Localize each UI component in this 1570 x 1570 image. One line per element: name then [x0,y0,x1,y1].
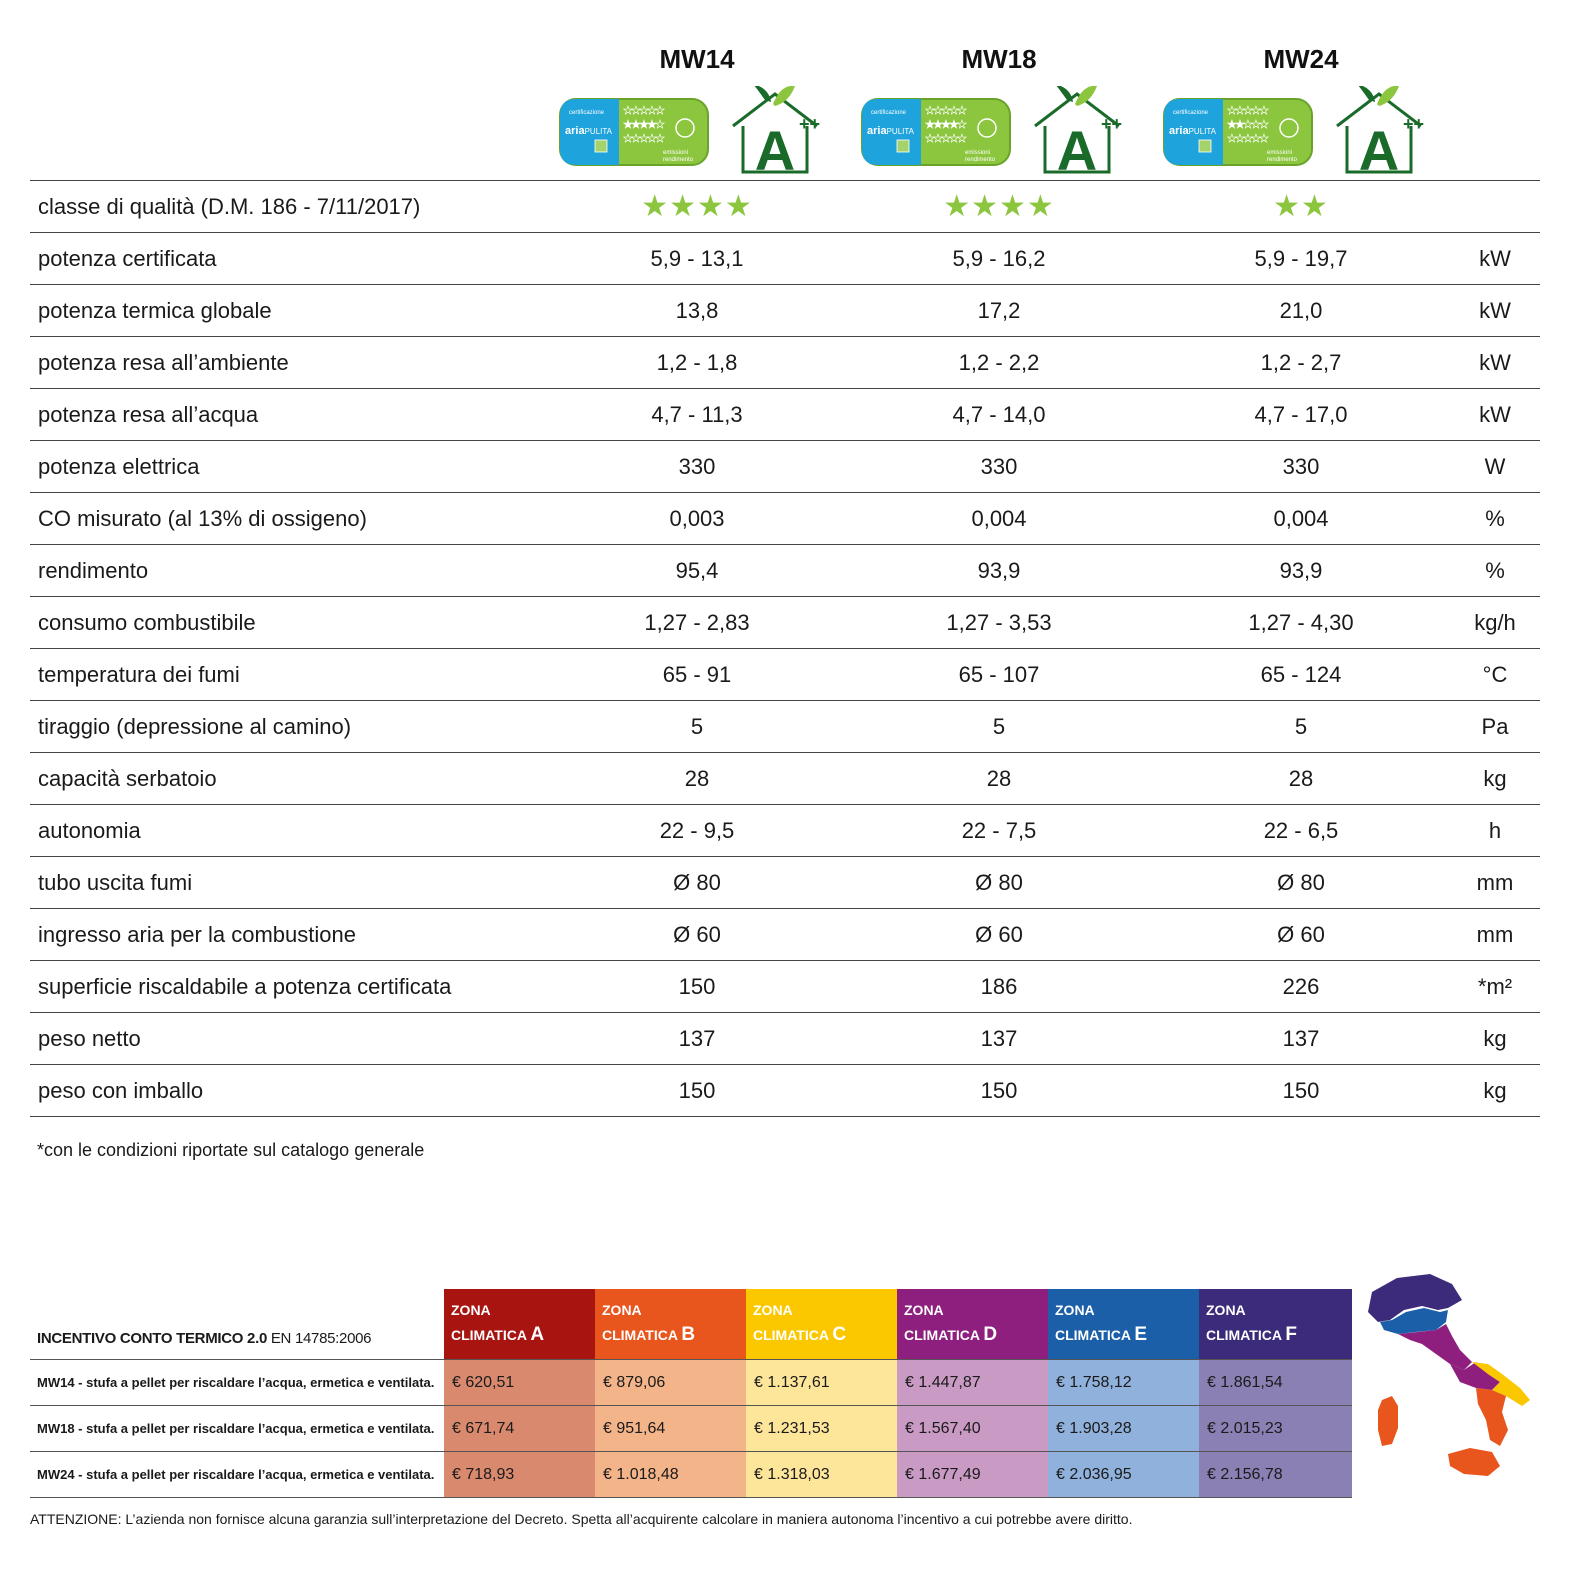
badge-cert-text: certificazione [871,110,907,116]
climatica-word: CLIMATICA [451,1327,527,1343]
incentive-value: € 1.318,03 [746,1452,897,1498]
spec-label: ingresso aria per la combustione [38,922,356,947]
spec-value: 28 [1288,766,1314,791]
zone-header-e [1048,1289,1199,1360]
spec-value: 65 - 107 [958,662,1040,687]
spec-label: rendimento [38,558,149,583]
spec-row [30,284,1540,336]
svg-text:★: ★ [623,119,633,131]
svg-text:★: ★ [1243,133,1253,145]
spec-value: 0,004 [971,506,1027,531]
energy-class-a-plus-plus-icon [1027,86,1127,176]
spec-value: ★★★★ [943,190,1055,223]
spec-value: 22 - 7,5 [961,818,1037,843]
spec-value: 22 - 9,5 [659,818,735,843]
spec-value: 5 [992,714,1006,739]
spec-value: Ø 60 [673,922,721,947]
spec-value: Ø 80 [975,870,1023,895]
incentive-value: € 2.156,78 [1199,1452,1352,1498]
spec-value: 1,27 - 3,53 [946,610,1052,635]
badge-rend-text: rendimento [965,157,996,163]
spec-label: peso con imballo [38,1078,204,1103]
specifications-table [30,180,1540,1117]
svg-text:★: ★ [655,105,665,117]
spec-label: tubo uscita fumi [38,870,193,895]
spec-label: CO misurato (al 13% di ossigeno) [38,506,367,531]
zone-label [451,1324,545,1345]
incentive-value: € 2.015,23 [1199,1406,1352,1452]
incentive-value: € 2.036,95 [1048,1452,1199,1498]
spec-value: 137 [980,1026,1018,1051]
spec-value: 1,2 - 2,7 [1260,350,1342,375]
spec-value: 226 [1282,974,1320,999]
spec-label: superficie riscaldabile a potenza certificata [38,974,452,999]
badge-rend-text: rendimento [663,157,694,163]
incentive-value: € 1.567,40 [897,1406,1048,1452]
zone-word: ZONA [602,1302,642,1318]
spec-label: potenza resa all’ambiente [38,350,289,375]
zone-header-b [595,1289,746,1360]
spec-unit: W [1484,454,1506,479]
climatica-word: CLIMATICA [602,1327,678,1343]
spec-row [30,648,1540,700]
badge-cert-text: certificazione [1173,110,1209,116]
badge-em-text: emissioni [1267,150,1293,156]
svg-text:★: ★ [1251,105,1261,117]
svg-text:★: ★ [655,133,665,145]
zone-word: ZONA [904,1302,944,1318]
model-name: MW18 [961,44,1037,74]
product-model: MW14 [37,1375,75,1390]
model-name: MW24 [1263,44,1339,74]
spec-row [30,752,1540,804]
spec-unit: Pa [1481,714,1509,739]
spec-value: 186 [980,974,1018,999]
energy-class-a-plus-plus-icon [1329,86,1429,176]
spec-unit: % [1485,558,1505,583]
energy-class-plus: ++ [799,114,821,134]
svg-text:★: ★ [941,119,951,131]
badge-cert-text: certificazione [569,110,605,116]
incentive-value: € 1.903,28 [1048,1406,1199,1452]
energy-class-letter: A [754,119,796,176]
svg-text:★: ★ [957,105,967,117]
spec-row [30,232,1540,284]
spec-row [30,544,1540,596]
spec-unit: mm [1476,922,1514,947]
model-name: MW14 [659,44,735,74]
climatica-word: CLIMATICA [904,1327,980,1343]
spec-value: 1,27 - 2,83 [644,610,750,635]
zone-header-f [1199,1289,1352,1360]
spec-value: 150 [678,974,716,999]
spec-value: 330 [678,454,716,479]
spec-value: 28 [684,766,710,791]
spec-label: potenza resa all’acqua [38,402,259,427]
spec-label: potenza termica globale [38,298,272,323]
spec-value: 28 [986,766,1012,791]
spec-row [30,908,1540,960]
svg-text:★: ★ [941,133,951,145]
spec-row [30,388,1540,440]
spec-row [30,960,1540,1012]
spec-label: autonomia [38,818,141,843]
svg-text:★: ★ [1235,119,1245,131]
incentive-row [30,1452,1352,1498]
badge-brand-text: ariaPULITA [867,125,914,137]
spec-value: 5 [690,714,704,739]
zone-header-d [897,1289,1048,1360]
energy-class-plus: ++ [1403,114,1425,134]
spec-value: 5,9 - 19,7 [1254,246,1348,271]
energy-class-plus: ++ [1101,114,1123,134]
spec-value: 0,003 [669,506,725,531]
svg-text:★: ★ [933,105,943,117]
spec-value: 150 [678,1078,716,1103]
spec-unit: °C [1482,662,1508,687]
spec-value: 4,7 - 14,0 [952,402,1046,427]
footnote: *con le condizioni riportate sul catalogo generale [37,1140,425,1160]
energy-class-a-plus-plus-icon [725,86,825,176]
spec-unit: mm [1476,870,1514,895]
incentive-value: € 718,93 [444,1452,595,1498]
incentive-value: € 1.018,48 [595,1452,746,1498]
incentive-title [30,1289,444,1360]
spec-row [30,596,1540,648]
zone-word: ZONA [1055,1302,1095,1318]
climatica-word: CLIMATICA [1055,1327,1131,1343]
product-description [30,1360,444,1406]
zone-label [602,1324,696,1345]
spec-label: temperatura dei fumi [38,662,240,687]
spec-row [30,336,1540,388]
spec-value: Ø 60 [1277,922,1325,947]
spec-unit: h [1488,818,1502,843]
spec-value: 93,9 [977,558,1021,583]
incentive-value: € 1.677,49 [897,1452,1048,1498]
badge-brand-text: ariaPULITA [1169,125,1216,137]
svg-text:★: ★ [647,133,657,145]
svg-text:★: ★ [631,119,641,131]
spec-value: 150 [1282,1078,1320,1103]
product-desc: - stufa a pellet per riscaldare l’acqua, ermetica e ventilata. [74,1421,435,1436]
svg-text:★: ★ [1251,119,1261,131]
product-model: MW24 [37,1467,75,1482]
badge-em-text: emissioni [965,150,991,156]
incentive-value: € 1.447,87 [897,1360,1048,1406]
spec-value: ★★ [1273,190,1329,223]
spec-unit: kg [1483,766,1507,791]
svg-text:★: ★ [1243,119,1253,131]
zone-letter: F [1285,1324,1297,1345]
zone-label [1206,1324,1297,1345]
model-column-mw24 [1151,40,1451,180]
incentive-title-standard: EN 14785:2006 [266,1330,372,1347]
spec-value: Ø 80 [1277,870,1325,895]
spec-value: 17,2 [977,298,1021,323]
spec-row [30,856,1540,908]
spec-value: 21,0 [1279,298,1323,323]
spec-row [30,1064,1540,1117]
climatica-word: CLIMATICA [1206,1327,1282,1343]
spec-unit: kg/h [1474,610,1516,635]
energy-class-letter: A [1358,119,1400,176]
spec-value: 5 [1294,714,1308,739]
incentive-row [30,1360,1352,1406]
spec-label: peso netto [38,1026,141,1051]
incentive-value: € 1.758,12 [1048,1360,1199,1406]
spec-value: Ø 80 [673,870,721,895]
zone-label [904,1324,998,1345]
zone-letter: E [1134,1324,1148,1345]
svg-text:★: ★ [949,133,959,145]
spec-unit: kW [1479,350,1511,375]
spec-label: tiraggio (depressione al camino) [38,714,352,739]
spec-value: 0,004 [1273,506,1329,531]
zone-label [753,1324,847,1345]
spec-unit: kW [1479,298,1511,323]
spec-value: 4,7 - 17,0 [1254,402,1348,427]
spec-value: 5,9 - 13,1 [650,246,744,271]
spec-value: 330 [980,454,1018,479]
svg-text:★: ★ [639,105,649,117]
spec-row [30,180,1540,232]
incentive-value: € 951,64 [595,1406,746,1452]
spec-value: 95,4 [675,558,719,583]
svg-text:★: ★ [1227,105,1237,117]
spec-value: 65 - 124 [1260,662,1342,687]
spec-value: 65 - 91 [662,662,732,687]
svg-text:★: ★ [639,119,649,131]
spec-unit: % [1485,506,1505,531]
spec-value: 137 [678,1026,716,1051]
disclaimer: ATTENZIONE: L’azienda non fornisce alcuna garanzia sull’interpretazione del Decreto. Spetta all’acquirente calcolare in maniera autonoma l’incentivo a cui potrebbe avere diritto. [30,1511,1133,1527]
zone-header-c [746,1289,897,1360]
spec-label: classe di qualità (D.M. 186 - 7/11/2017) [38,194,421,219]
zone-letter: D [983,1324,998,1345]
svg-text:★: ★ [1227,119,1237,131]
incentive-value: € 1.231,53 [746,1406,897,1452]
energy-class-letter: A [1056,119,1098,176]
spec-value: ★★★★ [641,190,753,223]
spec-unit: kW [1479,402,1511,427]
spec-value: 13,8 [675,298,719,323]
zone-word: ZONA [753,1302,793,1318]
spec-value: 1,2 - 2,2 [958,350,1040,375]
spec-value: Ø 60 [975,922,1023,947]
incentive-title-bold: INCENTIVO CONTO TERMICO 2.0 [37,1330,267,1347]
spec-unit: kg [1483,1026,1507,1051]
svg-text:★: ★ [1259,119,1269,131]
svg-text:★: ★ [957,119,967,131]
product-description [30,1406,444,1452]
svg-text:★: ★ [639,133,649,145]
zone-label [1055,1324,1148,1345]
model-column-mw14 [547,40,847,180]
spec-label: capacità serbatoio [38,766,217,791]
badge-brand-text: ariaPULITA [565,125,612,137]
zone-word: ZONA [1206,1302,1246,1318]
incentive-table [30,1289,1352,1498]
incentive-value: € 671,74 [444,1406,595,1452]
aria-pulita-badge [559,98,709,166]
spec-value: 93,9 [1279,558,1323,583]
product-description [30,1452,444,1498]
spec-unit: kg [1483,1078,1507,1103]
spec-label: consumo combustibile [38,610,256,635]
product-model: MW18 [37,1421,75,1436]
model-headers [0,40,1570,180]
svg-text:★: ★ [1243,105,1253,117]
svg-text:★: ★ [933,119,943,131]
svg-text:★: ★ [925,105,935,117]
aria-pulita-badge [1163,98,1313,166]
svg-text:★: ★ [631,133,641,145]
spec-value: 22 - 6,5 [1263,818,1339,843]
svg-text:★: ★ [949,119,959,131]
spec-value: 5,9 - 16,2 [952,246,1046,271]
incentive-value: € 879,06 [595,1360,746,1406]
incentive-value: € 1.861,54 [1199,1360,1352,1406]
svg-text:★: ★ [1259,105,1269,117]
zone-letter: C [832,1324,847,1345]
svg-text:★: ★ [949,105,959,117]
incentive-value: € 620,51 [444,1360,595,1406]
svg-text:★: ★ [647,119,657,131]
spec-unit: kW [1479,246,1511,271]
svg-text:★: ★ [623,133,633,145]
svg-text:★: ★ [933,133,943,145]
product-desc: - stufa a pellet per riscaldare l’acqua, ermetica e ventilata. [74,1467,435,1482]
badge-rend-text: rendimento [1267,157,1298,163]
zone-word: ZONA [451,1302,491,1318]
zone-letter: B [681,1324,696,1345]
svg-text:★: ★ [1227,133,1237,145]
incentive-value: € 1.137,61 [746,1360,897,1406]
zone-header-a [444,1289,595,1360]
spec-row [30,700,1540,752]
spec-value: 1,2 - 1,8 [656,350,738,375]
svg-text:★: ★ [1259,133,1269,145]
spec-row [30,804,1540,856]
svg-text:★: ★ [1235,105,1245,117]
svg-text:★: ★ [941,105,951,117]
svg-text:★: ★ [925,119,935,131]
spec-row [30,492,1540,544]
aria-pulita-badge [861,98,1011,166]
spec-value: 137 [1282,1026,1320,1051]
incentive-row [30,1406,1352,1452]
spec-value: 4,7 - 11,3 [651,402,743,427]
spec-label: potenza elettrica [38,454,200,479]
svg-text:★: ★ [957,133,967,145]
spec-label: potenza certificata [38,246,217,271]
badge-em-text: emissioni [663,150,689,156]
spec-value: 330 [1282,454,1320,479]
svg-text:★: ★ [925,133,935,145]
svg-text:★: ★ [631,105,641,117]
spec-unit: *m² [1477,974,1513,999]
svg-text:★: ★ [1235,133,1245,145]
spec-row [30,440,1540,492]
spec-value: 1,27 - 4,30 [1248,610,1354,635]
spec-value: 150 [980,1078,1018,1103]
svg-text:★: ★ [623,105,633,117]
climatica-word: CLIMATICA [753,1327,829,1343]
svg-text:★: ★ [1251,133,1261,145]
italy-climate-zones-map [1352,1270,1552,1495]
product-desc: - stufa a pellet per riscaldare l’acqua, ermetica e ventilata. [74,1375,435,1390]
svg-text:★: ★ [647,105,657,117]
svg-text:★: ★ [655,119,665,131]
model-column-mw18 [849,40,1149,180]
zone-letter: A [530,1324,545,1345]
spec-row [30,1012,1540,1064]
